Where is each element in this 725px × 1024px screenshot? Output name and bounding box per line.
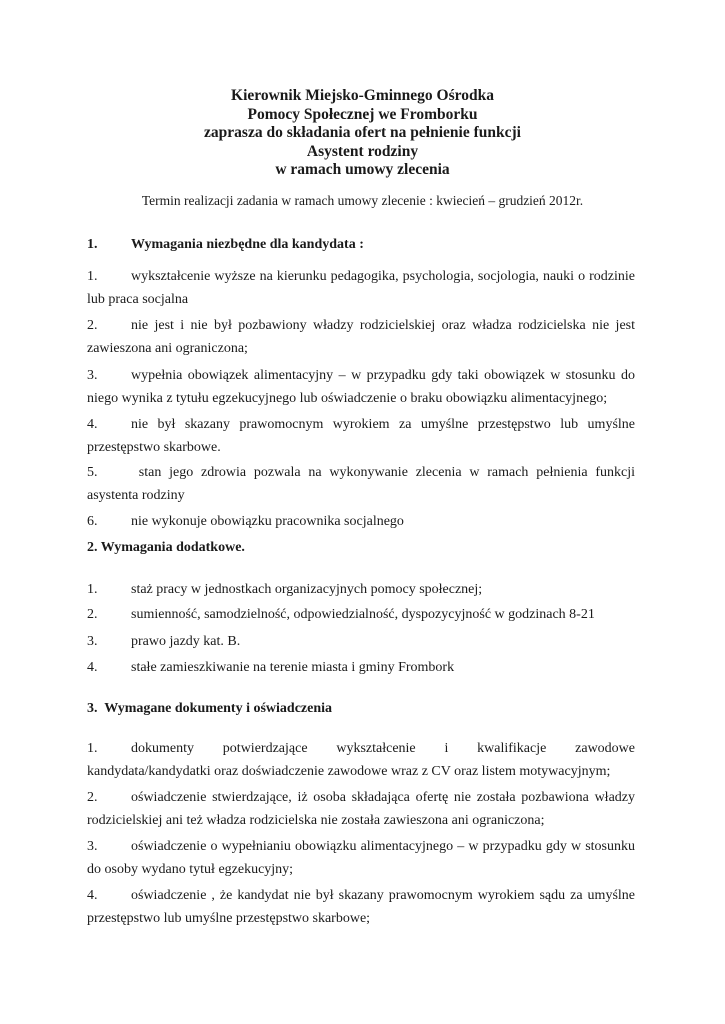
list-item: 4. nie był skazany prawomocnym wyrokiem za umyślne przestępstwo lub umyślne przestępstwo skarbowe. (87, 417, 635, 455)
section-number: 2. (87, 540, 98, 555)
list-item: 2. nie jest i nie był pozbawiony władzy rodzicielskiej oraz władza rodzicielska nie jest zawieszona ani ograniczona; (87, 318, 635, 356)
section-title (87, 701, 332, 717)
list-item: 1. staż pracy w jednostkach organizacyjnych pomocy społecznej; (87, 582, 483, 597)
header-line: Asystent rodziny (306, 142, 419, 160)
section-title (87, 237, 364, 253)
section-number: 1. (87, 237, 98, 252)
header-line: Kierownik Miejsko-Gminnego Ośrodka (231, 87, 494, 104)
term-note: Termin realizacji zadania w ramach umowy zlecenie : kwiecień – grudzień 2012r. (141, 193, 584, 208)
list-item: 3. wypełnia obowiązek alimentacyjny – w przypadku gdy taki obowiązek w stosunku do niego wynika z tytułu egzekucyjnego lub oświadczenie o braku obowiązku alimentacyjnego; (87, 368, 635, 406)
document-header (0, 87, 725, 180)
list-item: 3. prawo jazdy kat. B. (87, 634, 241, 649)
header-line: Pomocy Społecznej we Fromborku (247, 105, 478, 123)
list-item: 1. dokumenty potwierdzające wykształcenie i kwalifikacje zawodowe kandydata/kandydatki oraz doświadczenie zawodowe wraz z CV oraz listem motywacyjnym; (87, 741, 635, 779)
list-item: 4. stałe zamieszkiwanie na terenie miasta i gminy Frombork (87, 660, 455, 675)
list-item: 1. wykształcenie wyższe na kierunku pedagogika, psychologia, socjologia, nauki o rodzinie lub praca socjalna (87, 269, 635, 307)
section-title-text: Wymagane dokumenty i oświadczenia (104, 701, 333, 716)
header-line: w ramach umowy zlecenia (275, 161, 450, 178)
list-item: 2. oświadczenie stwierdzające, iż osoba składająca ofertę nie została pozbawiona władzy rodzicielskiej ani też władza rodzicielska nie została zawieszona ani ograniczona; (87, 790, 635, 828)
list-item: 5. stan jego zdrowia pozwala na wykonywanie zlecenia w ramach pełnienia funkcji asystenta rodziny (87, 465, 635, 503)
list-item: 4. oświadczenie , że kandydat nie był skazany prawomocnym wyrokiem sądu za umyślne przestępstwo lub umyślne przestępstwo skarbowe; (87, 888, 635, 926)
section-title-text: Wymagania niezbędne dla kandydata : (131, 237, 364, 252)
section-title-text: Wymagania dodatkowe. (100, 540, 245, 555)
list-item: 6. nie wykonuje obowiązku pracownika socjalnego (87, 514, 404, 529)
section-title (87, 540, 245, 556)
section-number: 3. (87, 701, 98, 716)
list-item: 2. sumienność, samodzielność, odpowiedzialność, dyspozycyjność w godzinach 8-21 (87, 607, 595, 622)
header-line: zaprasza do składania ofert na pełnienie funkcji (204, 124, 521, 141)
list-item: 3. oświadczenie o wypełnianiu obowiązku alimentacyjnego – w przypadku gdy w stosunku do osoby wydano tytuł egzekucyjny; (87, 839, 635, 877)
